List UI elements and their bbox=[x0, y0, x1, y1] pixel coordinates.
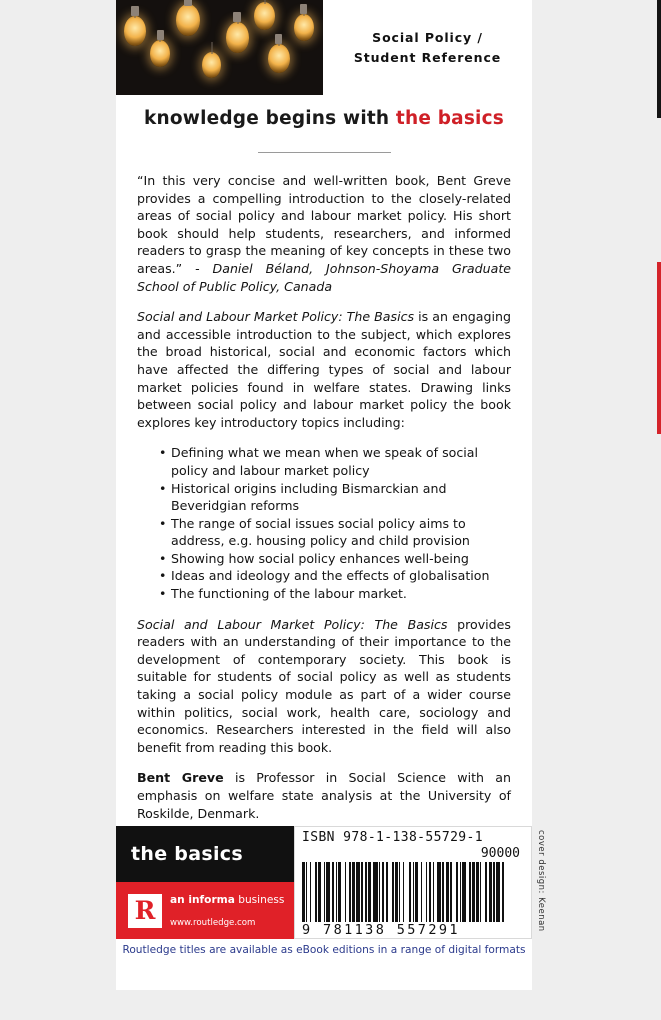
logo-column bbox=[116, 826, 294, 939]
book-back-cover bbox=[116, 0, 532, 990]
author-bio-text: is Professor in Social Science with an emphasis on welfare state analysis at the University of Roskilde, Denmark. bbox=[137, 770, 511, 821]
author-bio-paragraph bbox=[137, 769, 511, 822]
lightbulbs-photo bbox=[116, 0, 323, 95]
category-label bbox=[323, 0, 532, 95]
review-quote-text: “In this very concise and well-written book, Bent Greve provides a compelling introduction to the closely-related areas of social policy and labour market policy. His short book should help students, researchers, and informed readers to grasp the meaning of key concepts in these two areas.” - bbox=[137, 173, 511, 276]
publisher-text bbox=[170, 894, 284, 928]
category-line-1: Social Policy / bbox=[372, 29, 483, 45]
list-item: • Defining what we mean when we speak of social policy and labour market policy bbox=[159, 444, 511, 479]
list-item: • Historical origins including Bismarckian and Beveridgian reforms bbox=[159, 480, 511, 515]
publisher-logo bbox=[116, 882, 294, 939]
divider-rule bbox=[258, 152, 391, 153]
cover-header-band bbox=[116, 0, 532, 95]
book-title-italic-1: Social and Labour Market Policy: The Basics bbox=[137, 309, 415, 325]
informa-tagline bbox=[170, 894, 284, 906]
book-title-italic-2: Social and Labour Market Policy: The Basics bbox=[137, 616, 448, 632]
review-quote bbox=[137, 172, 511, 295]
list-item: • The range of social issues social policy aims to address, e.g. housing policy and child provision bbox=[159, 515, 511, 550]
author-name: Bent Greve bbox=[137, 770, 224, 786]
category-line-2: Student Reference bbox=[353, 49, 502, 65]
isbn-label: ISBN 978-1-138-55729-1 bbox=[302, 830, 483, 845]
spine-strip-red bbox=[657, 262, 661, 434]
informa-bold: an informa bbox=[170, 893, 235, 906]
ebook-footer-note: Routledge titles are available as eBook editions in a range of digital formats bbox=[122, 944, 526, 956]
topics-list bbox=[137, 444, 511, 602]
routledge-r-icon: R bbox=[128, 894, 162, 928]
series-tagline bbox=[116, 108, 532, 129]
series-logo: the basics bbox=[116, 826, 294, 882]
list-item: • Showing how social policy enhances well-being bbox=[159, 550, 511, 568]
description-paragraph-1 bbox=[137, 308, 511, 431]
tagline-accent: the basics bbox=[395, 108, 504, 129]
spine-strip-black bbox=[657, 0, 661, 118]
tagline-prefix: knowledge begins with bbox=[144, 108, 396, 129]
barcode-bars bbox=[302, 862, 506, 922]
description-paragraph-2 bbox=[137, 616, 511, 757]
cover-footer-row bbox=[116, 826, 532, 939]
blurb-body bbox=[137, 172, 511, 847]
description-text-2: provides readers with an understanding of their importance to the development of contemporary society. This book is suitable for students of social policy as well as students taking a social policy module as part of a wider course within politics, social work, health care, sociology and economics. Researchers interested in the field will also benefit from reading this book. bbox=[137, 616, 511, 755]
isbn-addon: 90000 bbox=[480, 846, 520, 861]
publisher-url: www.routledge.com bbox=[170, 917, 256, 928]
review-quote-attribution: Daniel Béland, Johnson-Shoyama Graduate School of Public Policy, Canada bbox=[137, 260, 512, 294]
list-item: • The functioning of the labour market. bbox=[159, 585, 511, 603]
barcode-block bbox=[294, 826, 532, 939]
list-item: • Ideas and ideology and the effects of globalisation bbox=[159, 567, 511, 585]
description-text-1: is an engaging and accessible introduction to the subject, which explores the broad historical, social and economic factors which have affected the differing types of social and labour market policies found in welfare states. Drawing links between social policy and labour market policy the book explores key introductory topics including: bbox=[137, 309, 511, 430]
informa-light: business bbox=[234, 893, 285, 906]
designer-credit: cover design: Keenan bbox=[536, 830, 546, 932]
barcode-digits: 9 781138 557291 bbox=[302, 922, 460, 938]
